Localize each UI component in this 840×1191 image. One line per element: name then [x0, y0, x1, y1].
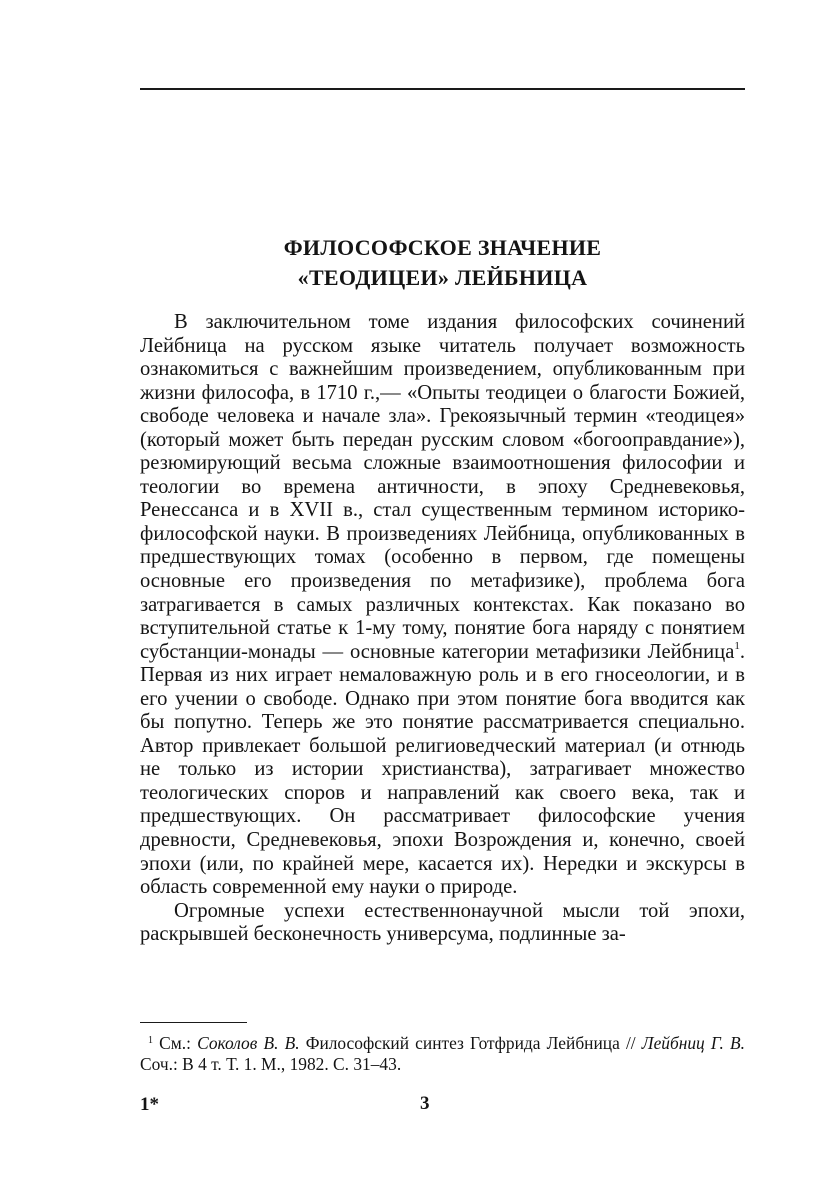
footnote-separator: [140, 1022, 247, 1023]
title-line-1: ФИЛОСОФСКОЕ ЗНАЧЕНИЕ: [283, 235, 602, 260]
title-line-2: «ТЕОДИЦЕИ» ЛЕЙБНИЦА: [297, 265, 588, 290]
header-rule: [140, 88, 745, 90]
footnote-number: 1: [148, 1035, 153, 1046]
footnote-reference[interactable]: 1: [734, 639, 740, 652]
paragraph-1-part-a: В заключительном томе издания философских сочинений Лейбница на русском языке читатель получает возможность ознакомиться с важнейшим произведением, опубликованным при жизни философа, в 1710 г.,— «Опыты теодицеи о благости Божией, свободе человека и начале зла». Грекоязычный термин «теодицея» (который может быть передан русским словом «богооправдание»), резюмирующий весьма сложные взаимоотношения философии и теологии во времена античности, в эпоху Средневековья, Ренессанса и в XVII в., стал существенным термином историко-философской науки. В произведениях Лейбница, опубликованных в предшествующих томах (особенно в первом, где помещены основные его произведения по метафизике), проблема бога затрагивается в самых различных контекстах. Как показано во вступительной статье к 1-му тому, понятие бога наряду с понятием субстанции-монады — основные категории метафизики Лейбница: [140, 311, 745, 663]
paragraph-1: [140, 311, 745, 900]
footnote-work-1: Философский синтез Готфрида Лейбница //: [305, 1033, 636, 1053]
page-number: 3: [420, 1093, 430, 1114]
footnote-prefix: См.:: [159, 1033, 191, 1053]
chapter-title: [140, 233, 745, 293]
paragraph-1-part-b: . Первая из них играет немаловажную роль и в его гносеологии, и в его учении о свободе. Однако при этом понятие бога вводится как бы попутно. Теперь же это понятие рассматривается специально. Автор привлекает большой религиоведческий материал (и отнюдь не только из истории христианства), затрагивает множество теологических споров и направлений как своего века, так и предшествующих. Он рассматривает философские учения древности, Средневековья, эпохи Возрождения и, конечно, своей эпохи (или, по крайней мере, касается их). Нередки и экскурсы в область современной ему науки о природе.: [140, 640, 745, 899]
main-text: [140, 311, 745, 947]
footnote: [140, 1033, 745, 1075]
footnote-work-2: Соч.: В 4 т. Т. 1. М., 1982. С. 31–43.: [140, 1054, 402, 1074]
paragraph-2: Огромные успехи естественнонаучной мысли той эпохи, раскрывшей бесконечность универсума, подлинные за-: [140, 899, 745, 946]
footnote-author-1: Соколов В. В.: [197, 1033, 300, 1053]
signature-mark: 1*: [140, 1094, 159, 1115]
footnote-author-2: Лейбниц Г. В.: [641, 1033, 745, 1053]
